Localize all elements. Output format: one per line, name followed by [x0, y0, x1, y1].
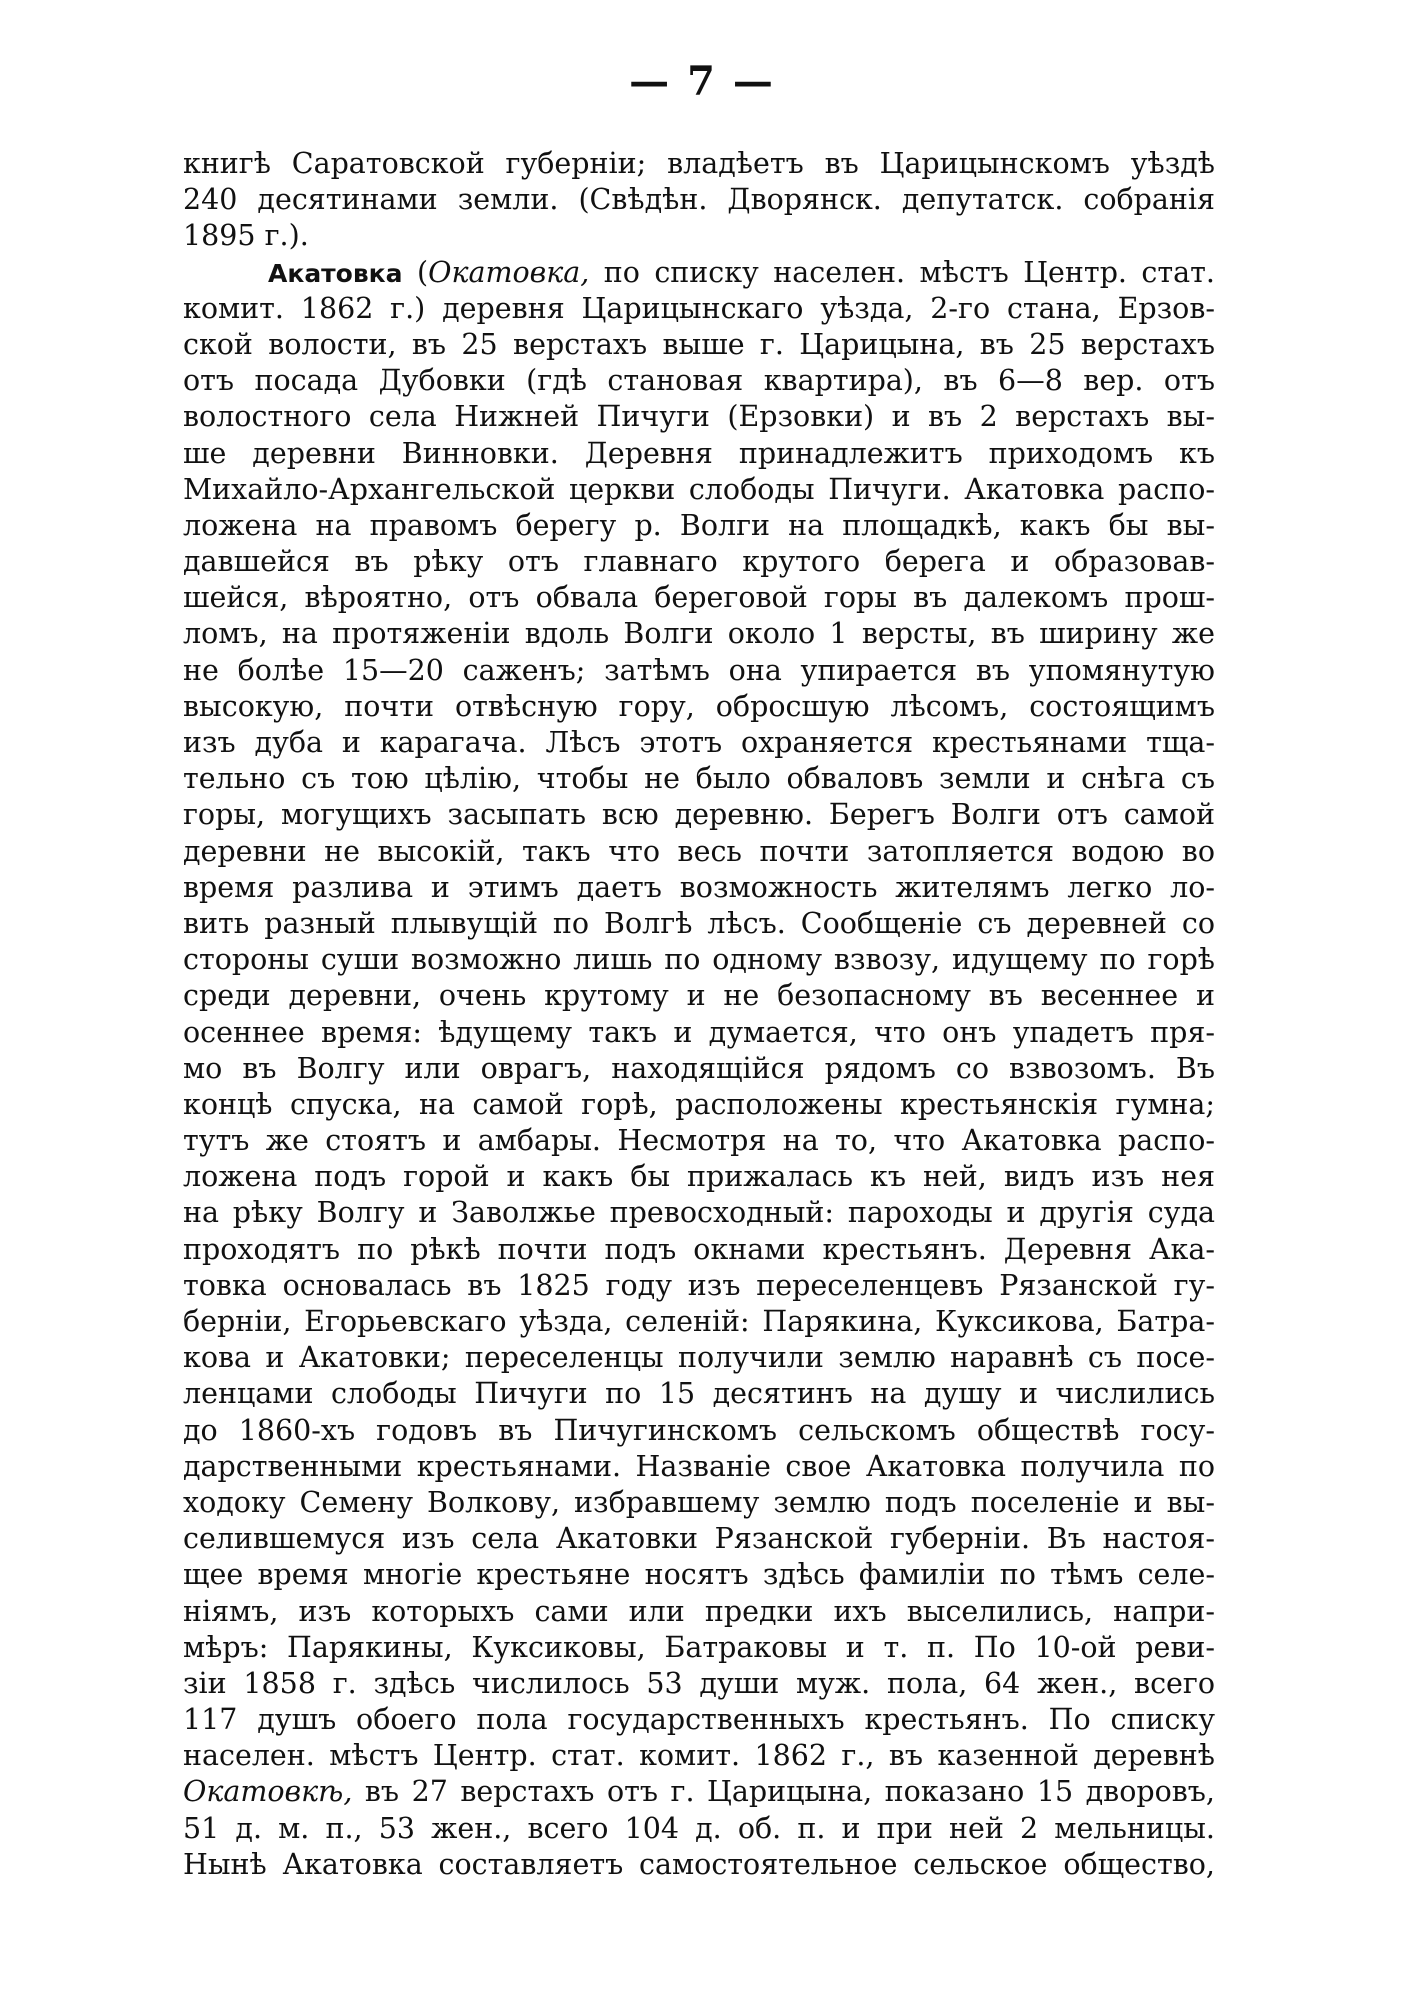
text-line: ложена подъ горой и какъ бы прижалась къ ней, видъ изъ нея — [183, 1160, 1215, 1194]
text-line: 240 десятинами земли. (Свѣдѣн. Дворянск. депутатск. собранія — [183, 183, 1215, 217]
text-line: стороны суши возможно лишь по одному взвозу, идущему по горѣ — [183, 943, 1215, 977]
entry-heading-line — [183, 255, 1215, 291]
text-line: проходятъ по рѣкѣ почти подъ окнами крестьянъ. Деревня Ака- — [183, 1232, 1215, 1266]
text-line: ломъ, на протяженіи вдоль Волги около 1 версты, въ ширину же — [183, 617, 1215, 651]
text-line: Нынѣ Акатовка составляетъ самостоятельное сельское общество, — [183, 1847, 1215, 1881]
text-line: волостного села Нижней Пичуги (Ерзовки) и въ 2 верстахъ вы- — [183, 400, 1215, 434]
text-fragment: ( — [402, 255, 429, 289]
text-fragment: въ 27 верстахъ отъ г. Царицына, показано 15 дворовъ, — [352, 1775, 1215, 1809]
text-line: 117 душъ обоего пола государственныхъ крестьянъ. По списку — [183, 1703, 1215, 1737]
entry-headword: Акатовка — [268, 258, 403, 288]
text-line: шейся, вѣроятно, отъ обвала береговой горы въ далекомъ прош- — [183, 581, 1215, 615]
text-fragment: по списку населен. мѣстъ Центр. стат. — [589, 255, 1215, 289]
text-line: населен. мѣстъ Центр. стат. комит. 1862 г., въ казенной деревнѣ — [183, 1739, 1215, 1773]
text-line: до 1860-хъ годовъ въ Пичугинскомъ сельскомъ обществѣ госу- — [183, 1413, 1215, 1447]
text-line: концѣ спуска, на самой горѣ, расположены крестьянскія гумна; — [183, 1087, 1215, 1121]
italic-fragment: Окатовка, — [428, 255, 590, 289]
text-line: мо въ Волгу или оврагъ, находящійся рядомъ со взвозомъ. Въ — [183, 1051, 1215, 1085]
text-line: изъ дуба и карагача. Лѣсъ этотъ охраняется крестьянами тща- — [183, 726, 1215, 759]
text-line: комит. 1862 г.) деревня Царицынскаго уѣзда, 2-го стана, Ерзов- — [183, 291, 1215, 325]
text-line: ше деревни Винновки. Деревня принадлежитъ приходомъ къ — [183, 436, 1215, 470]
text-line: высокую, почти отвѣсную гору, обросшую лѣсомъ, состоящимъ — [183, 689, 1215, 723]
text-line: горы, могущихъ засыпать всю деревню. Берегъ Волги отъ самой — [183, 798, 1215, 832]
page-number: — 7 — — [629, 58, 775, 105]
text-line: тутъ же стоятъ и амбары. Несмотря на то, что Акатовка распо- — [183, 1124, 1215, 1158]
text-line: дарственными крестьянами. Названіе свое Акатовка получила по — [183, 1449, 1215, 1483]
text-line: 51 д. м. п., 53 жен., всего 104 д. об. п. и при ней 2 мельницы. — [183, 1811, 1215, 1845]
text-line: ской волости, въ 25 верстахъ выше г. Царицына, въ 25 верстахъ — [183, 327, 1215, 361]
text-line: осеннее время: ѣдущему такъ и думается, что онъ упадетъ пря- — [183, 1015, 1215, 1049]
italic-fragment: Окатовкѣ, — [183, 1775, 353, 1809]
text-line: деревни не высокій, такъ что весь почти затопляется водою во — [183, 834, 1215, 868]
text-line: давшейся въ рѣку отъ главнаго крутого берега и образовав- — [183, 545, 1215, 579]
text-line: ложена на правомъ берегу р. Волги на площадкѣ, какъ бы вы- — [183, 508, 1215, 542]
body-text — [183, 146, 1215, 1883]
text-line — [183, 1774, 1215, 1810]
text-line: щее время многіе крестьяне носятъ здѣсь фамиліи по тѣмъ селе- — [183, 1558, 1215, 1592]
text-line: ніямъ, изъ которыхъ сами или предки ихъ выселились, напри- — [183, 1594, 1215, 1628]
text-line: товка основалась въ 1825 году изъ переселенцевъ Рязанской гу- — [183, 1268, 1215, 1302]
text-line: книгѣ Саратовской губерніи; владѣетъ въ Царицынскомъ уѣздѣ — [183, 147, 1215, 180]
text-line: среди деревни, очень крутому и не безопасному въ весеннее и — [183, 979, 1215, 1013]
text-line: зіи 1858 г. здѣсь числилось 53 души муж. пола, 64 жен., всего — [183, 1666, 1215, 1700]
text-line: тельно съ тою цѣлію, чтобы не было обваловъ земли и снѣга съ — [183, 762, 1215, 796]
text-line: на рѣку Волгу и Заволжье превосходный: пароходы и другія суда — [183, 1196, 1215, 1230]
text-line: Михайло-Архангельской церкви слободы Пичуги. Акатовка распо- — [183, 472, 1215, 506]
text-line: отъ посада Дубовки (гдѣ становая квартира), въ 6—8 вер. отъ — [183, 364, 1215, 398]
text-line: берніи, Егорьевскаго уѣзда, селеній: Парякина, Куксикова, Батра- — [183, 1305, 1215, 1338]
text-line: мѣръ: Парякины, Куксиковы, Батраковы и т. п. По 10-ой реви- — [183, 1630, 1215, 1664]
text-line: ходоку Семену Волкову, избравшему землю подъ поселеніе и вы- — [183, 1485, 1215, 1519]
text-line: вить разный плывущій по Волгѣ лѣсъ. Сообщеніе съ деревней со — [183, 906, 1215, 940]
text-line: ленцами слободы Пичуги по 15 десятинъ на душу и числились — [183, 1377, 1215, 1411]
text-line: 1895 г.). — [183, 219, 309, 253]
text-line: селившемуся изъ села Акатовки Рязанской губерніи. Въ настоя- — [183, 1522, 1215, 1556]
text-line: не болѣе 15—20 саженъ; затѣмъ она упирается въ упомянутую — [183, 653, 1215, 687]
text-line: кова и Акатовки; переселенцы получили землю наравнѣ съ посе- — [183, 1341, 1215, 1375]
text-line: время разлива и этимъ даетъ возможность жителямъ легко ло- — [183, 870, 1215, 904]
